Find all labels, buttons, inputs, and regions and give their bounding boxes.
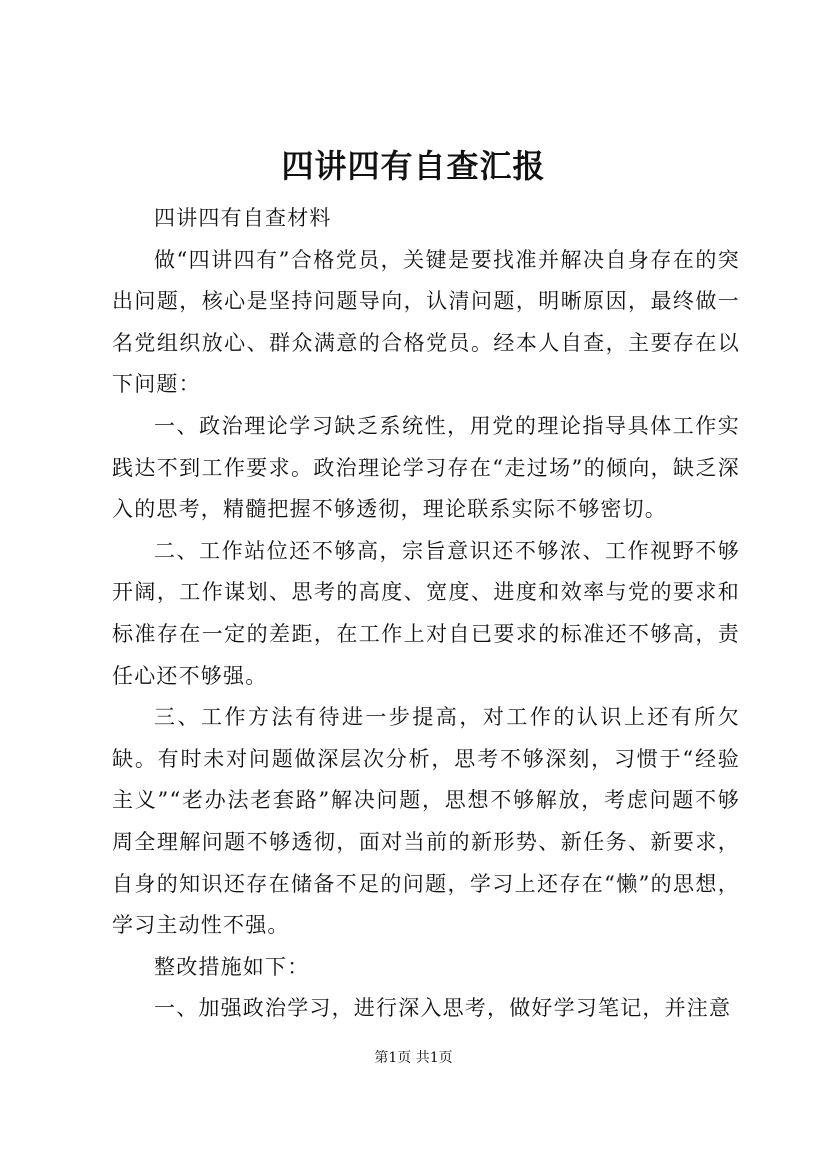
document-body — [112, 198, 740, 1030]
paragraph-measure-1: 一、加强政治学习，进行深入思考，做好学习笔记，并注意 — [154, 996, 732, 1021]
page-footer: 第1页 共1页 — [374, 1050, 453, 1066]
paragraph-subtitle: 四讲四有自查材料 — [154, 206, 332, 230]
document-title: 四讲四有自查汇报 — [281, 147, 546, 185]
paragraph-issue-1: 一、政治理论学习缺乏系统性，用党的理论指导具体工作实践达不到工作要求。政治理论学习存在“走过场”的倾向，缺乏深入的思考，精髓把握不够透彻，理论联系实际不够密切。 — [112, 413, 740, 522]
paragraph-issue-3: 三、工作方法有待进一步提高，对工作的认识上还有所欠缺。有时未对问题做深层次分析，思考不够深刻，习惯于“经验主义”“老办法老套路”解决问题，思想不够解放，考虑问题不够周全理解问题不够透彻，面对当前的新形势、新任务、新要求，自身的知识还存在储备不足的问题，学习上还存在“懒”的思想，学习主动性不强。 — [112, 705, 740, 938]
paragraph-measures-heading: 整改措施如下： — [154, 954, 310, 979]
paragraph-intro: 做“四讲四有”合格党员，关键是要找准并解决自身存在的突出问题，核心是坚持问题导向，认清问题，明晰原因，最终做一名党组织放心、群众满意的合格党员。经本人自查，主要存在以下问题： — [112, 247, 740, 397]
paragraph-issue-2: 二、工作站位还不够高，宗旨意识还不够浓、工作视野不够开阔，工作谋划、思考的高度、宽度、进度和效率与党的要求和标准存在一定的差距，在工作上对自已要求的标准还不够高，责任心还不够强。 — [112, 538, 740, 688]
